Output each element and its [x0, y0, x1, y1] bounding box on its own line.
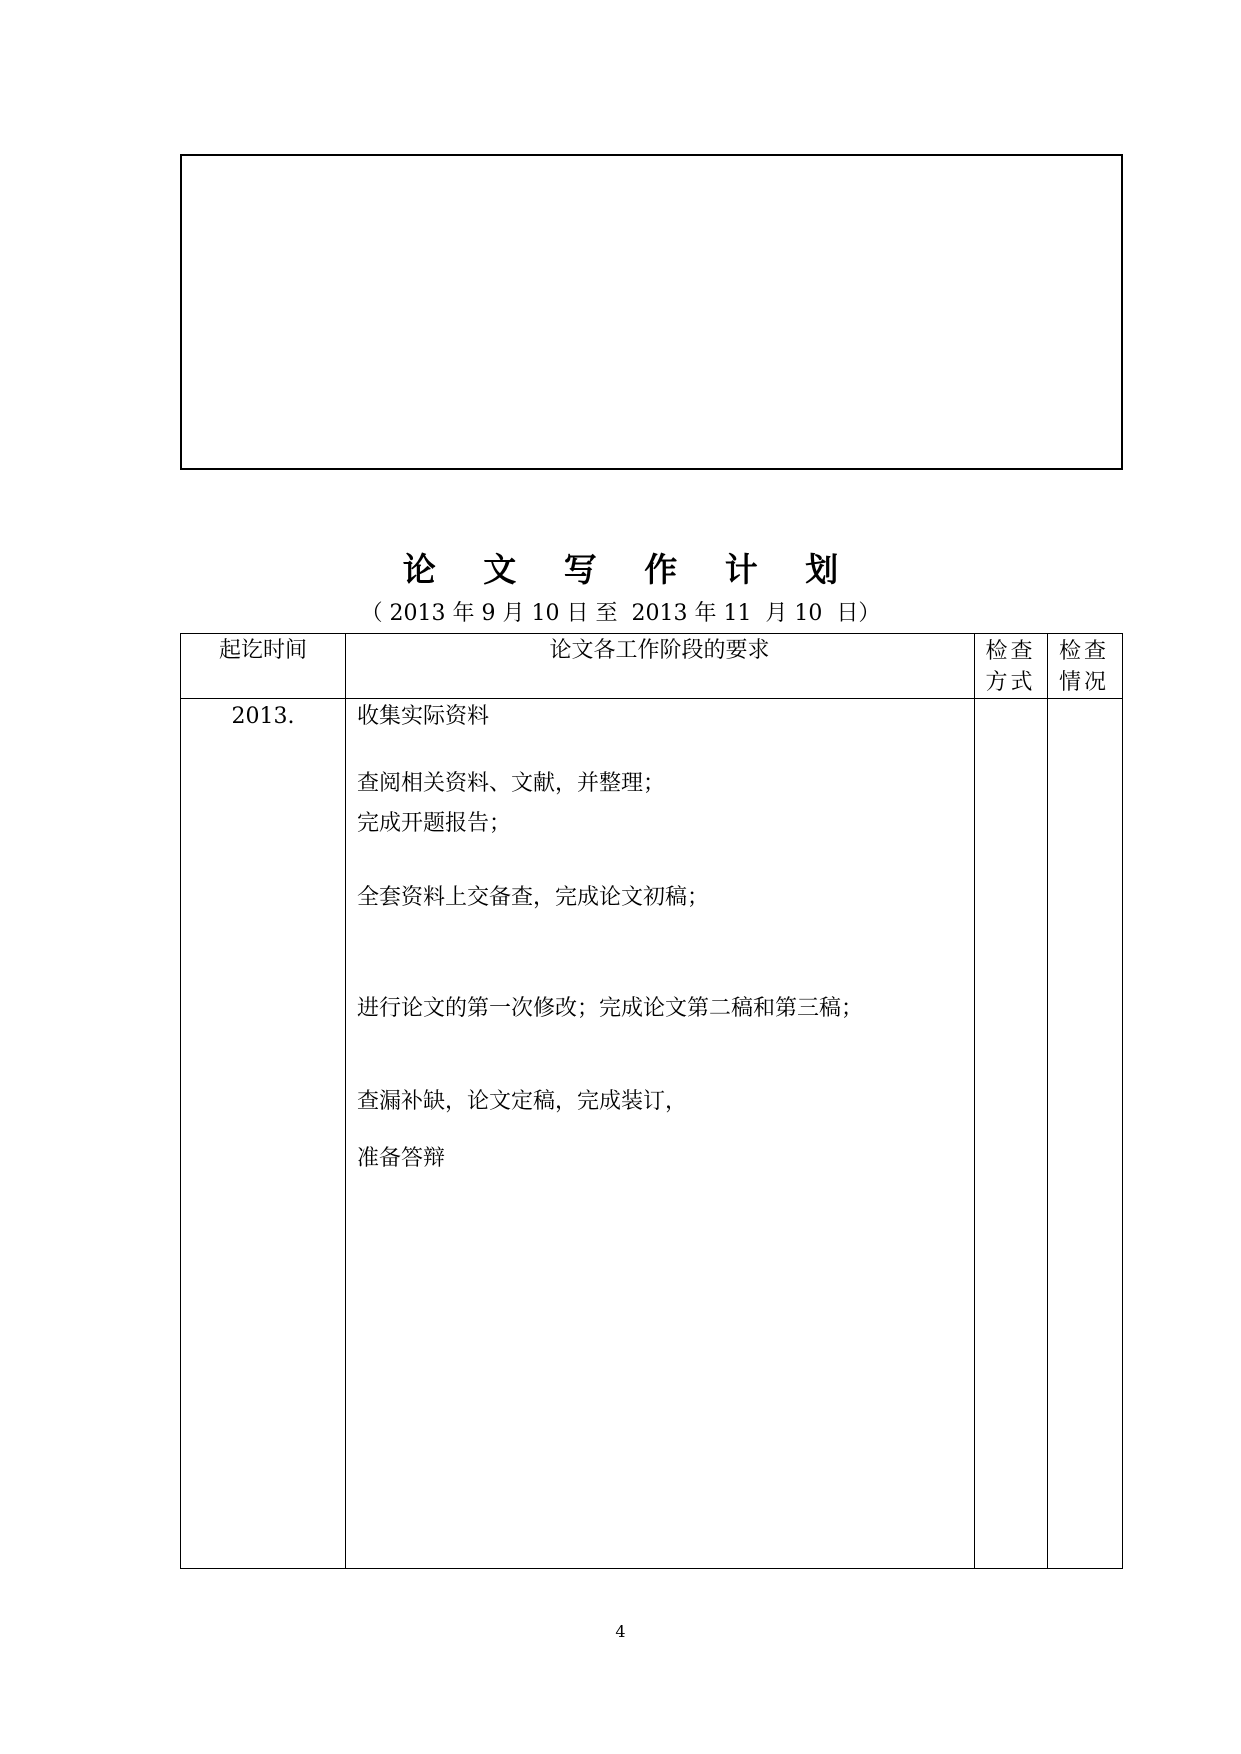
header-period: 起讫时间: [218, 638, 307, 663]
header-check-method-line2: 方式: [985, 670, 1036, 695]
header-row-divider: [181, 698, 1122, 699]
column-divider: [1047, 634, 1048, 1568]
header-check-method-line1: 检查: [985, 639, 1036, 664]
plan-title: 论 文 写 作 计 划: [402, 550, 857, 589]
task-line: 完成开题报告；: [357, 811, 512, 836]
header-requirements: 论文各工作阶段的要求: [549, 638, 770, 663]
column-divider: [345, 634, 346, 1568]
header-check-status-line1: 检查: [1058, 639, 1109, 664]
header-check-status-line2: 情况: [1058, 670, 1109, 695]
task-line: 准备答辩: [357, 1146, 446, 1171]
task-line: 收集实际资料: [357, 704, 490, 729]
page-number: 4: [615, 1622, 626, 1641]
column-divider: [974, 634, 975, 1568]
period-value: 2013.: [231, 704, 295, 729]
plan-date-range: （ 2013 年 9 月 10 日 至 2013 年 11 月 10 日）: [360, 601, 881, 626]
empty-content-box: [180, 154, 1123, 470]
header-check-method: [974, 636, 1047, 698]
task-line: 查阅相关资料、文献，并整理；: [357, 771, 666, 796]
header-check-status: [1047, 636, 1121, 698]
task-line: 全套资料上交备查，完成论文初稿；: [357, 885, 710, 910]
task-line: 进行论文的第一次修改；完成论文第二稿和第三稿；: [357, 996, 864, 1021]
task-line: 查漏补缺，论文定稿，完成装订，: [357, 1089, 688, 1114]
plan-table: [180, 633, 1123, 1569]
